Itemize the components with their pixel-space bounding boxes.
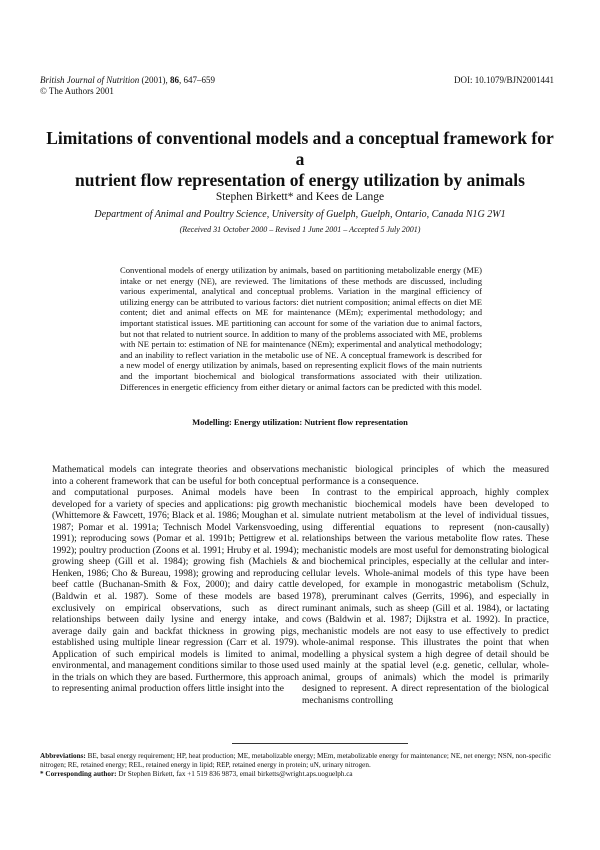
footnotes [40,752,558,780]
abbreviations-label: Abbreviations: [40,752,86,760]
corresponding-author-label: * Corresponding author: [40,770,117,779]
citation-year: (2001), [139,75,171,85]
journal-pages: , 647–659 [179,75,216,85]
journal-volume: 86 [170,75,180,85]
journal-name: British Journal of Nutrition [40,75,140,85]
doi: DOI: 10.1079/BJN2001441 [453,75,554,85]
title-line-1: Limitations of conventional models and a conceptual framework for a [46,128,554,169]
article-title [40,128,560,191]
abbreviations-text: BE, basal energy requirement; HP, heat production; ME, metabolizable energy; MEm, metabolizable energy for maintenance; NE, net energy; NSN, non-specific nitrogen; RE, retained energy; REL, retained energy in lipid; REP, retained energy in protein; uN, urinary nitrogen. [40,752,552,770]
copyright: © The Authors 2001 [40,86,114,96]
keywords: Modelling: Energy utilization: Nutrient flow representation [192,417,408,427]
title-line-2: nutrient flow representation of energy utilization by animals [75,170,525,190]
body-column-right [302,465,549,707]
authors: Stephen Birkett* and Kees de Lange [215,191,385,203]
corresponding-author-text: Dr Stephen Birkett, fax +1 519 836 9873, email birketts@wright.aps.uoguelph.ca [116,770,353,779]
affiliation: Department of Animal and Poultry Science, University of Guelph, Guelph, Ontario, Canada N1G 2W1 [94,209,506,220]
body-column-left [52,465,299,696]
footnote-divider [232,743,408,744]
corresponding-author-note [40,770,558,779]
received-dates: (Received 31 October 2000 – Revised 1 June 2001 – Accepted 5 July 2001) [179,225,421,234]
journal-citation [40,75,215,97]
abbreviations-note [40,752,558,770]
body-paragraph: mechanistic biological principles of which the measured performance is a consequence. [302,465,549,487]
body-paragraph: Mathematical models can integrate theories and observations into a coherent framework that can be useful for both conceptual and computational purposes. Animal models have been developed for a variety of species and applications: pig growth (Whittemore & Fawcett, 1976; Black et al. 1986; Moughan et al. 1987; Pomar et al. 1991a; Technisch Model Varkensvoeding, 1991); reproducing sows (Pomar et al. 1991b; Pettigrew et al. 1992); poultry production (Zoons et al. 1991; Hruby et al. 1994); growing sheep (Gill et al. 1984); growing fish (Machiels & Henken, 1986; Cho & Bureau, 1998); growing and reproducing beef cattle (Buchanan-Smith & Fox, 2000); and dairy cattle (Baldwin et al. 1987). Some of these models are based exclusively on empirical observations, such as direct relationships between daily lysine and energy intake, and average daily gain and backfat thickness in growing pigs, established using multiple linear regression (Carr et al. 1979). Application of such empirical models is limited to animal, environmental, and management conditions similar to those used in the trials on which they are based. Furthermore, this approach to representing animal production offers little insight into the [52,465,299,695]
body-paragraph: In contrast to the empirical approach, highly complex mechanistic biochemical models have been developed to simulate nutrient metabolism at the level of individual tissues, using differential equations to represent (non-causally) relationships between the various metabolite flow rates. These mechanistic models are most useful for demonstrating biological and biochemical principles, especially at the cellular and inter-cellular levels. Whole-animal models of this type have been developed, for example in monogastric metabolism (Schulz, 1978), preruminant calves (Gerrits, 1996), and especially in ruminant animals, such as sheep (Gill et al. 1984), or lactating cows (Baldwin et al. 1987; Dijkstra et al. 1992). In practice, mechanistic models are not easy to use effectively to predict whole-animal response. This illustrates the point that when modelling a physical system a high degree of detail should be used mainly at the spatial level (e.g. genetic, cellular, whole-animal, groups of animals) which the model is primarily designed to represent. A direct representation of the biological mechanisms controlling [302,488,549,706]
abstract: Conventional models of energy utilization by animals, based on partitioning metabolizable energy (ME) intake or net energy (NE), are reviewed. The limitations of these methods are discussed, including various experimental, analytical and conceptual problems. Variation in the marginal efficiency of utilizing energy can be attributed to various factors: diet nutrient composition; animal effects on diet ME content; diet and animal effects on ME for maintenance (MEm); experimental methodology; and important statistical issues. ME partitioning can account for some of the variation due to animal factors, but not that related to nutrient source. In addition to many of the problems associated with ME, problems with NE pertain to: estimation of NE for maintenance (NEm); experimental and analytical methodology; and an inability to reflect variation in the metabolic use of NE. A conceptual framework is described for a new model of energy utilization by animals, based on representing explicit flows of the main nutrients and the important biochemical and biological transformations associated with their utilization. Differences in energetic efficiency from either dietary or animal factors can be predicted with this model. [120,265,482,392]
